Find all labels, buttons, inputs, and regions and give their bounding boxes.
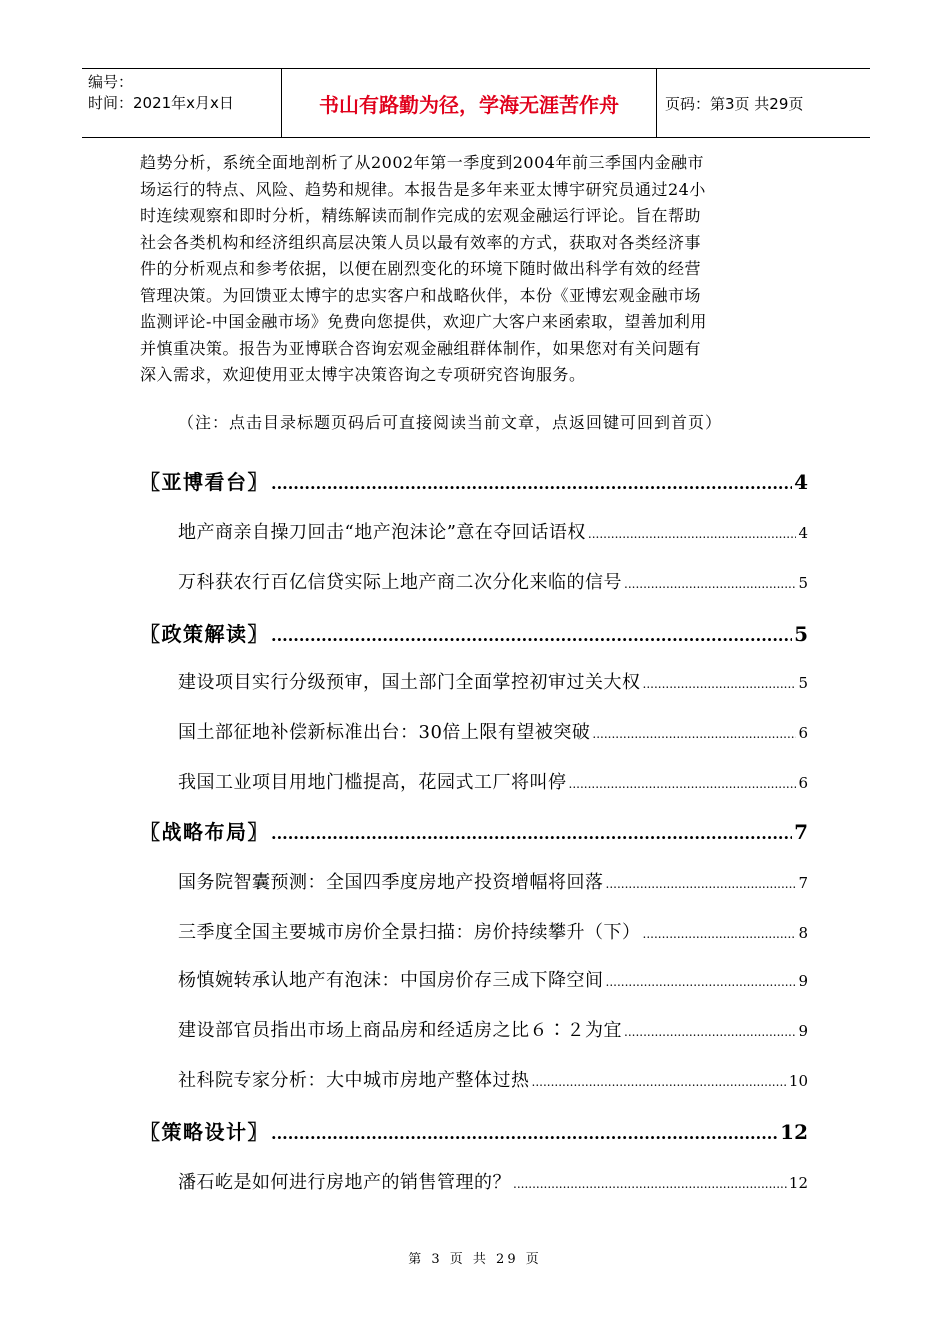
toc-leader [643, 672, 797, 693]
toc-page-link[interactable]: 5 [798, 574, 808, 592]
toc-leader [606, 970, 797, 991]
toc-page-link[interactable]: 7 [798, 874, 808, 892]
toc-title: 国土部征地补偿新标准出台：30倍上限有望被突破 [178, 722, 591, 743]
toc-section-zhanlue-buju[interactable] [140, 816, 808, 845]
intro-line: 管理决策。为回馈亚太博宇的忠实客户和战略伙伴，本份《亚博宏观金融市场 [140, 285, 702, 305]
toc-entry[interactable] [140, 966, 808, 992]
toc-entry[interactable] [140, 1016, 808, 1042]
toc-entry[interactable] [140, 918, 808, 944]
toc-entry[interactable] [140, 668, 808, 694]
header-motto: 书山有路勤为径，学海无涯苦作舟 [282, 69, 657, 137]
toc-entry[interactable] [140, 518, 808, 544]
intro-line: 件的分析观点和参考依据，以便在剧烈变化的环境下随时做出科学有效的经营 [140, 259, 702, 278]
toc-leader [532, 1070, 787, 1091]
toc-leader [592, 722, 796, 743]
toc-entry[interactable] [140, 1168, 808, 1194]
toc-title: 三季度全国主要城市房价全景扫描：房价持续攀升（下） [178, 922, 641, 943]
header-meta [82, 69, 282, 137]
intro-line: 深入需求，欢迎使用亚太博宇决策咨询之专项研究咨询服务。 [140, 365, 586, 384]
toc-leader [271, 820, 792, 844]
toc-page-link[interactable]: 12 [788, 1174, 808, 1192]
toc-entry[interactable] [140, 868, 808, 894]
toc-title: 国务院智囊预测：全国四季度房地产投资增幅将回落 [178, 872, 604, 893]
toc-page-link[interactable]: 4 [794, 470, 808, 494]
toc-page-link[interactable]: 6 [798, 774, 808, 792]
toc-page-link[interactable]: 4 [798, 524, 808, 542]
toc-leader [643, 922, 797, 943]
toc-page-link[interactable]: 8 [798, 924, 808, 942]
toc-title: 〖亚博看台〗 [140, 470, 269, 494]
toc-title: 地产商亲自操刀回击“地产泡沫论”意在夺回话语权 [178, 522, 586, 543]
toc-title: 〖政策解读〗 [140, 622, 269, 646]
toc-leader [624, 572, 796, 593]
toc-page-link[interactable]: 5 [794, 622, 808, 646]
header-table [82, 68, 870, 138]
intro-line: 监测评论-中国金融市场》免费向您提供，欢迎广大客户来函索取，望善加利用 [140, 312, 707, 331]
toc-leader [569, 772, 797, 793]
toc-entry[interactable] [140, 1066, 808, 1092]
toc-title: 建设部官员指出市场上商品房和经适房之比６∶２为宜 [178, 1020, 622, 1041]
toc-leader [606, 872, 797, 893]
toc-title: 杨慎婉转承认地产有泡沫：中国房价存三成下降空间 [178, 970, 604, 991]
toc-title: 我国工业项目用地门槛提高，花园式工厂将叫停 [178, 772, 567, 793]
toc-title: 万科获农行百亿信贷实际上地产商二次分化来临的信号 [178, 572, 622, 593]
header-page-label: 页码：第3页 共29页 [665, 94, 804, 113]
intro-line: 场运行的特点、风险、趋势和规律。本报告是多年来亚太博宇研究员通过24小 [140, 179, 706, 199]
page-footer: 第 3 页 共 29 页 [408, 1252, 542, 1267]
toc-page-link[interactable]: 9 [798, 972, 808, 990]
toc-entry[interactable] [140, 768, 808, 794]
toc-page-link[interactable]: 5 [798, 674, 808, 692]
toc-leader [588, 522, 797, 543]
intro-line: 时连续观察和即时分析，精练解读而制作完成的宏观金融运行评论。旨在帮助 [140, 206, 702, 225]
intro-line: 并慎重决策。报告为亚博联合咨询宏观金融组群体制作，如果您对有关问题有 [140, 338, 702, 358]
toc-page-link[interactable]: 7 [794, 820, 808, 844]
toc-page-link[interactable]: 10 [788, 1072, 808, 1090]
toc-page-link[interactable]: 6 [798, 724, 808, 742]
toc-title: 社科院专家分析：大中城市房地产整体过热 [178, 1070, 530, 1091]
toc-entry[interactable] [140, 568, 808, 594]
toc-section-celue-sheji[interactable] [140, 1116, 808, 1145]
toc-leader [271, 622, 792, 646]
toc-leader [271, 470, 792, 494]
toc-title: 潘石屹是如何进行房地产的销售管理的？ [178, 1172, 511, 1193]
code-label: 编号： [88, 73, 134, 91]
toc-leader [624, 1020, 796, 1041]
toc-section-yabo-kantai[interactable] [140, 466, 808, 495]
toc-note: （注：点击目录标题页码后可直接阅读当前文章，点返回键可回到首页） [178, 413, 723, 432]
time-label: 时间：2021年x月x日 [88, 94, 234, 112]
intro-line: 趋势分析，系统全面地剖析了从2002年第一季度到2004年前三季国内金融市 [140, 153, 704, 172]
toc-title: 〖战略布局〗 [140, 820, 269, 844]
toc-leader [513, 1172, 787, 1193]
toc-section-zhengce-jiedu[interactable] [140, 618, 808, 647]
toc-leader [271, 1120, 778, 1144]
toc-page-link[interactable]: 9 [798, 1022, 808, 1040]
toc-entry[interactable] [140, 718, 808, 744]
toc-page-link[interactable]: 12 [780, 1120, 808, 1144]
toc-title: 〖策略设计〗 [140, 1120, 269, 1144]
intro-line: 社会各类机构和经济组织高层决策人员以最有效率的方式，获取对各类经济事 [140, 232, 702, 252]
intro-paragraph [140, 150, 808, 389]
toc-title: 建设项目实行分级预审，国土部门全面掌控初审过关大权 [178, 672, 641, 693]
